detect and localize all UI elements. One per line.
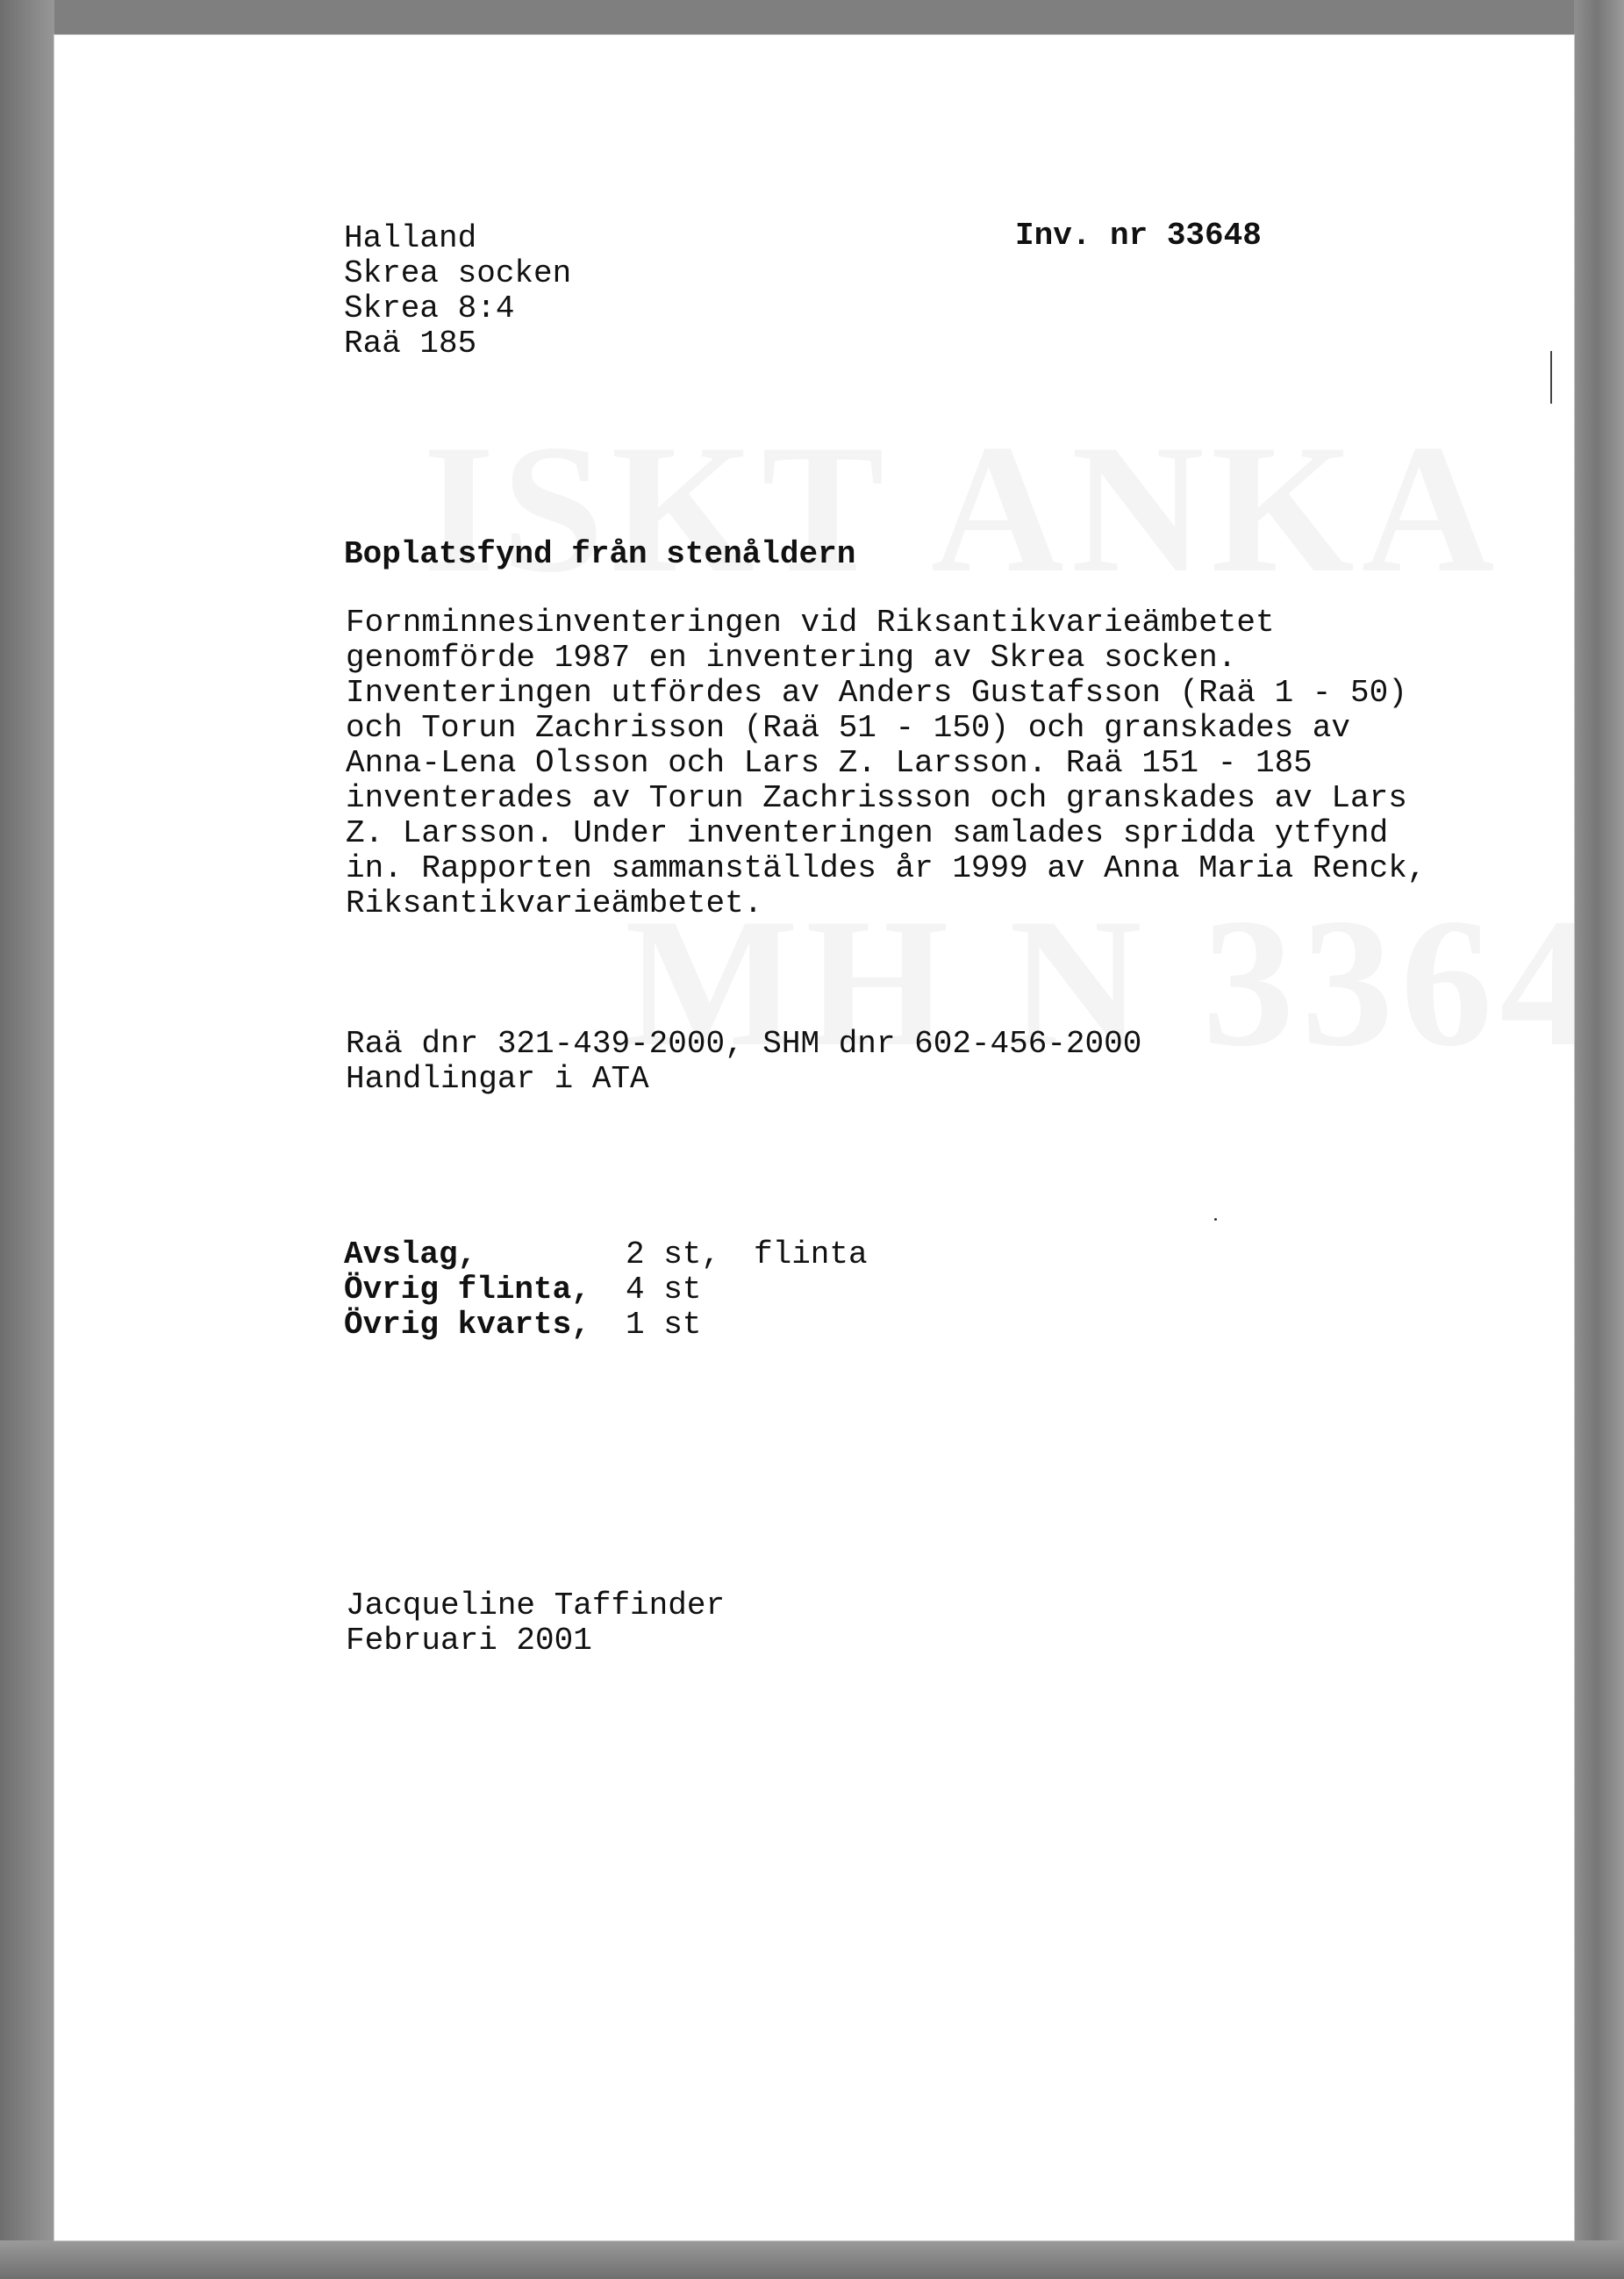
author-name: Jacqueline Taffinder — [346, 1587, 726, 1623]
paragraph-line: och Torun Zachrisson (Raä 51 - 150) och granskades av — [346, 710, 1350, 746]
document-title: Boplatsfynd från stenåldern — [344, 536, 856, 572]
scan-background-bottom — [0, 2240, 1624, 2279]
find-type: Övrig kvarts, — [344, 1307, 590, 1343]
document-page — [54, 35, 1574, 2240]
paragraph-line: in. Rapporten sammanställdes år 1999 av Anna Maria Renck, — [346, 850, 1427, 886]
paragraph-line: Anna-Lena Olsson och Lars Z. Larsson. Raä 151 - 185 — [346, 745, 1313, 781]
paragraph-line: Riksantikvarieämbetet. — [346, 885, 763, 921]
find-type: Avslag, — [344, 1236, 477, 1272]
reference-numbers: Raä dnr 321-439-2000, SHM dnr 602-456-2000 — [346, 1026, 1142, 1062]
find-count: 1 st — [626, 1307, 702, 1343]
inventory-number: Inv. nr 33648 — [1015, 218, 1262, 254]
location-raa-number: Raä 185 — [344, 326, 477, 362]
show-through-text-upper — [423, 404, 1501, 615]
location-property: Skrea 8:4 — [344, 290, 515, 326]
paragraph-line: Fornminnesinventeringen vid Riksantikvarieämbetet — [346, 605, 1275, 641]
scan-background-left — [0, 0, 54, 2279]
paragraph-line: Inventeringen utfördes av Anders Gustafsson (Raä 1 - 50) — [346, 675, 1407, 711]
report-date: Februari 2001 — [346, 1623, 592, 1659]
find-type: Övrig flinta, — [344, 1272, 590, 1308]
location-county: Halland — [344, 220, 477, 256]
find-count: 4 st — [626, 1272, 702, 1308]
location-parish: Skrea socken — [344, 255, 572, 291]
archive-reference: Handlingar i ATA — [346, 1061, 649, 1097]
find-count: 2 st, — [626, 1236, 721, 1272]
scan-speck — [1550, 351, 1552, 404]
find-material: flinta — [754, 1236, 868, 1272]
paragraph-line: inventerades av Torun Zachrissson och granskades av Lars — [346, 780, 1407, 816]
scan-background-right — [1574, 0, 1624, 2279]
scan-speck — [1214, 1218, 1217, 1221]
paragraph-line: genomförde 1987 en inventering av Skrea socken. — [346, 640, 1237, 676]
paragraph-line: Z. Larsson. Under inventeringen samlades spridda ytfynd — [346, 815, 1389, 851]
